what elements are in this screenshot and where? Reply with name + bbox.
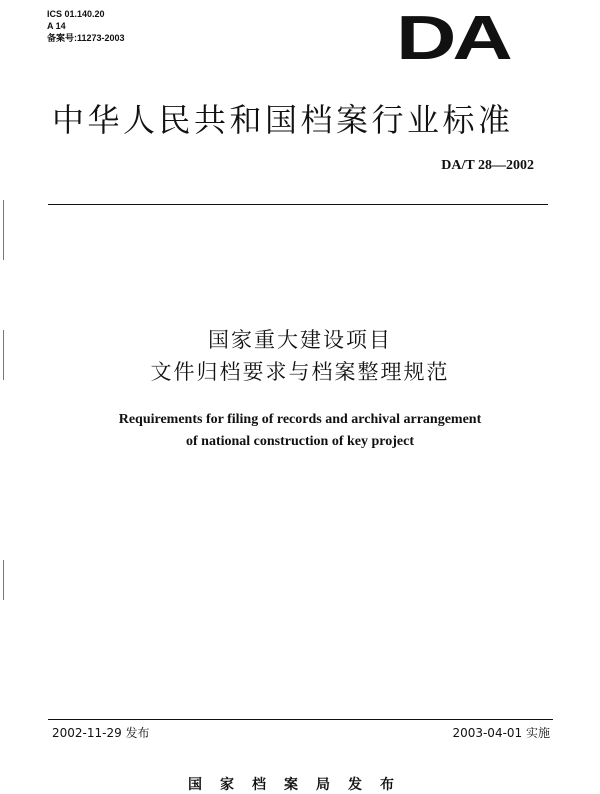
issue-date: 2002-11-29 发布 <box>52 726 150 740</box>
standard-category-title: 中华人民共和国档案行业标准 <box>52 101 514 139</box>
english-title-line-2: of national construction of key project <box>186 434 414 449</box>
standard-number: DA/T 28—2002 <box>441 158 534 173</box>
filing-number: 备案号:11273-2003 <box>47 33 125 43</box>
publisher: 国家档案局发布 <box>188 777 412 793</box>
header-divider <box>48 204 548 205</box>
classification-code: A 14 <box>47 21 66 31</box>
scan-edge-mark <box>3 330 4 380</box>
english-title-line-1: Requirements for filing of records and archival arrangement <box>118 412 482 427</box>
chinese-title-line-2: 文件归档要求与档案整理规范 <box>150 360 450 384</box>
metadata-block <box>47 8 125 44</box>
scan-edge-mark <box>3 560 4 600</box>
ics-code: ICS 01.140.20 <box>47 9 105 19</box>
chinese-title-line-1: 国家重大建设项目 <box>208 328 392 352</box>
implementation-date: 2003-04-01 实施 <box>452 726 550 740</box>
footer-divider <box>48 719 553 720</box>
da-logo: DA <box>396 4 509 73</box>
scan-edge-mark <box>3 200 4 260</box>
